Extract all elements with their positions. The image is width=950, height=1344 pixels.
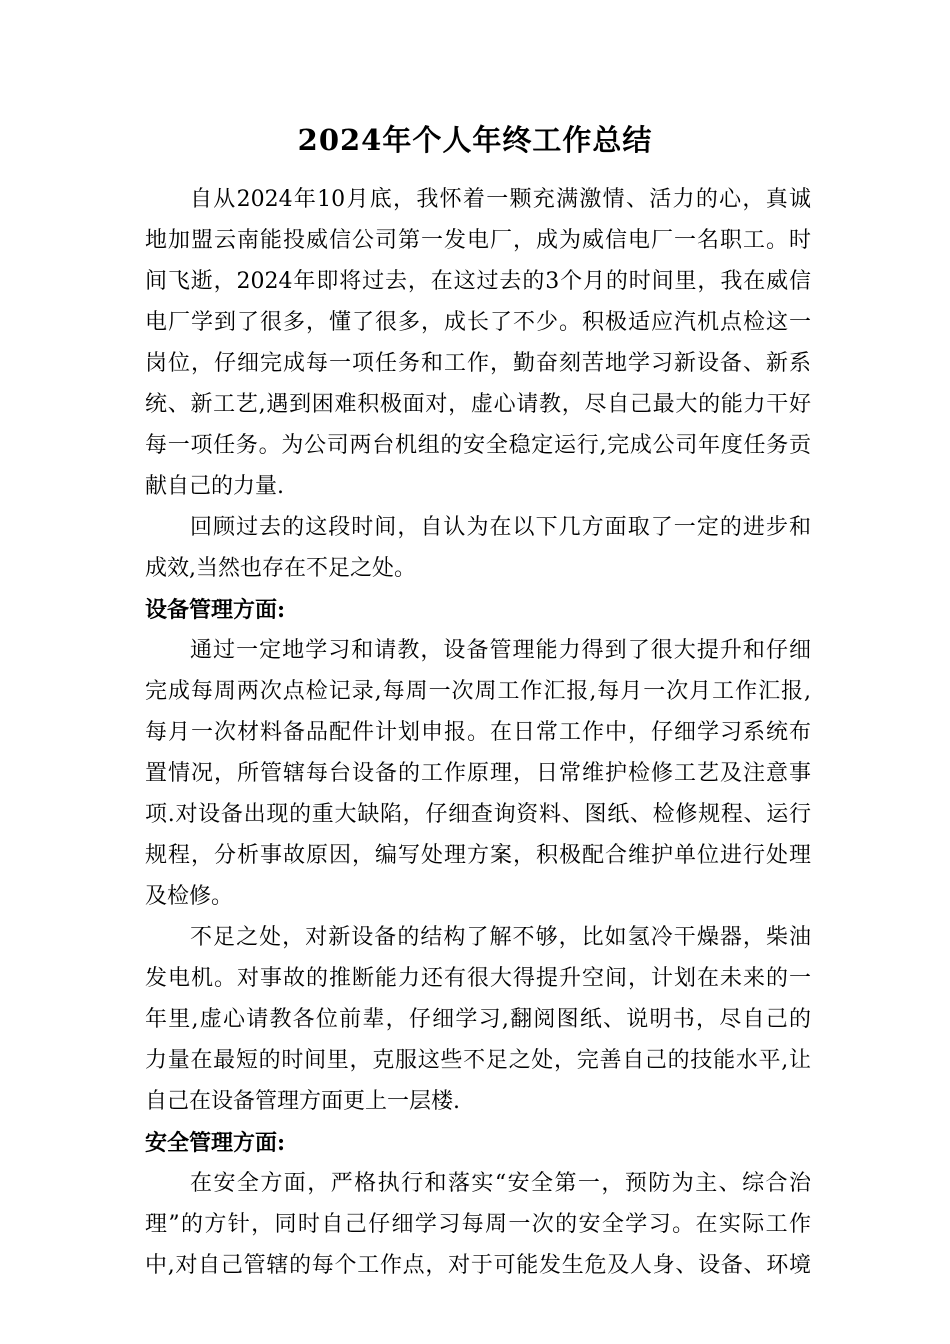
body-text-line: 理”的方针，同时自己仔细学习每周一次的安全学习。在实际工作	[145, 1212, 811, 1237]
body-text-line: 自己在设备管理方面更上一层楼.	[145, 1089, 460, 1114]
body-text-line: 每月一次材料备品配件计划申报。在日常工作中，仔细学习系统布	[145, 720, 811, 745]
body-text-line: 通过一定地学习和请教，设备管理能力得到了很大提升和仔细	[190, 638, 811, 663]
body-text-line: 力量在最短的时间里，克服这些不足之处，完善自己的技能水平,让	[145, 1048, 811, 1073]
body-text-line: 发电机。对事故的推断能力还有很大得提升空间，计划在未来的一	[145, 966, 811, 991]
body-text-line: 成效,当然也存在不足之处。	[145, 556, 416, 581]
body-text-line: 置情况，所管辖每台设备的工作原理，日常维护检修工艺及注意事	[145, 761, 811, 786]
section-heading: 安全管理方面:	[145, 1130, 286, 1156]
body-text-line: 每一项任务。为公司两台机组的安全稳定运行,完成公司年度任务贡	[145, 433, 811, 458]
body-text-line: 规程，分析事故原因，编写处理方案，积极配合维护单位进行处理	[145, 843, 811, 868]
body-text-line: 岗位，仔细完成每一项任务和工作，勤奋刻苦地学习新设备、新系	[145, 351, 811, 376]
body-text-line: 完成每周两次点检记录,每周一次周工作汇报,每月一次月工作汇报,	[145, 679, 811, 704]
body-text-line: 自从2024年10月底，我怀着一颗充满激情、活力的心，真诚	[190, 187, 811, 212]
body-text-line: 在安全方面，严格执行和落实“安全第一，预防为主、综合治	[190, 1171, 811, 1196]
body-text-line: 间飞逝，2024年即将过去，在这过去的3个月的时间里，我在威信	[145, 269, 811, 294]
body-text-line: 献自己的力量.	[145, 474, 284, 499]
body-text-line: 回顾过去的这段时间，自认为在以下几方面取了一定的进步和	[190, 515, 811, 540]
body-text-line: 中,对自己管辖的每个工作点，对于可能发生危及人身、设备、环境	[145, 1253, 811, 1278]
body-text-line: 不足之处，对新设备的结构了解不够，比如氢冷干燥器，柴油	[190, 925, 811, 950]
document-title: 2024年个人年终工作总结	[297, 123, 653, 157]
body-text-line: 年里,虚心请教各位前辈，仔细学习,翻阅图纸、说明书，尽自己的	[145, 1007, 811, 1032]
body-text-line: 项.对设备出现的重大缺陷，仔细查询资料、图纸、检修规程、运行	[145, 802, 811, 827]
section-heading: 设备管理方面:	[145, 597, 286, 623]
body-text-line: 及检修。	[145, 884, 234, 909]
body-text-line: 统、新工艺,遇到困难积极面对，虚心请教，尽自己最大的能力干好	[145, 392, 811, 417]
body-text-line: 地加盟云南能投威信公司第一发电厂，成为威信电厂一名职工。时	[145, 228, 811, 253]
body-text-line: 电厂学到了很多，懂了很多，成长了不少。积极适应汽机点检这一	[145, 310, 811, 335]
